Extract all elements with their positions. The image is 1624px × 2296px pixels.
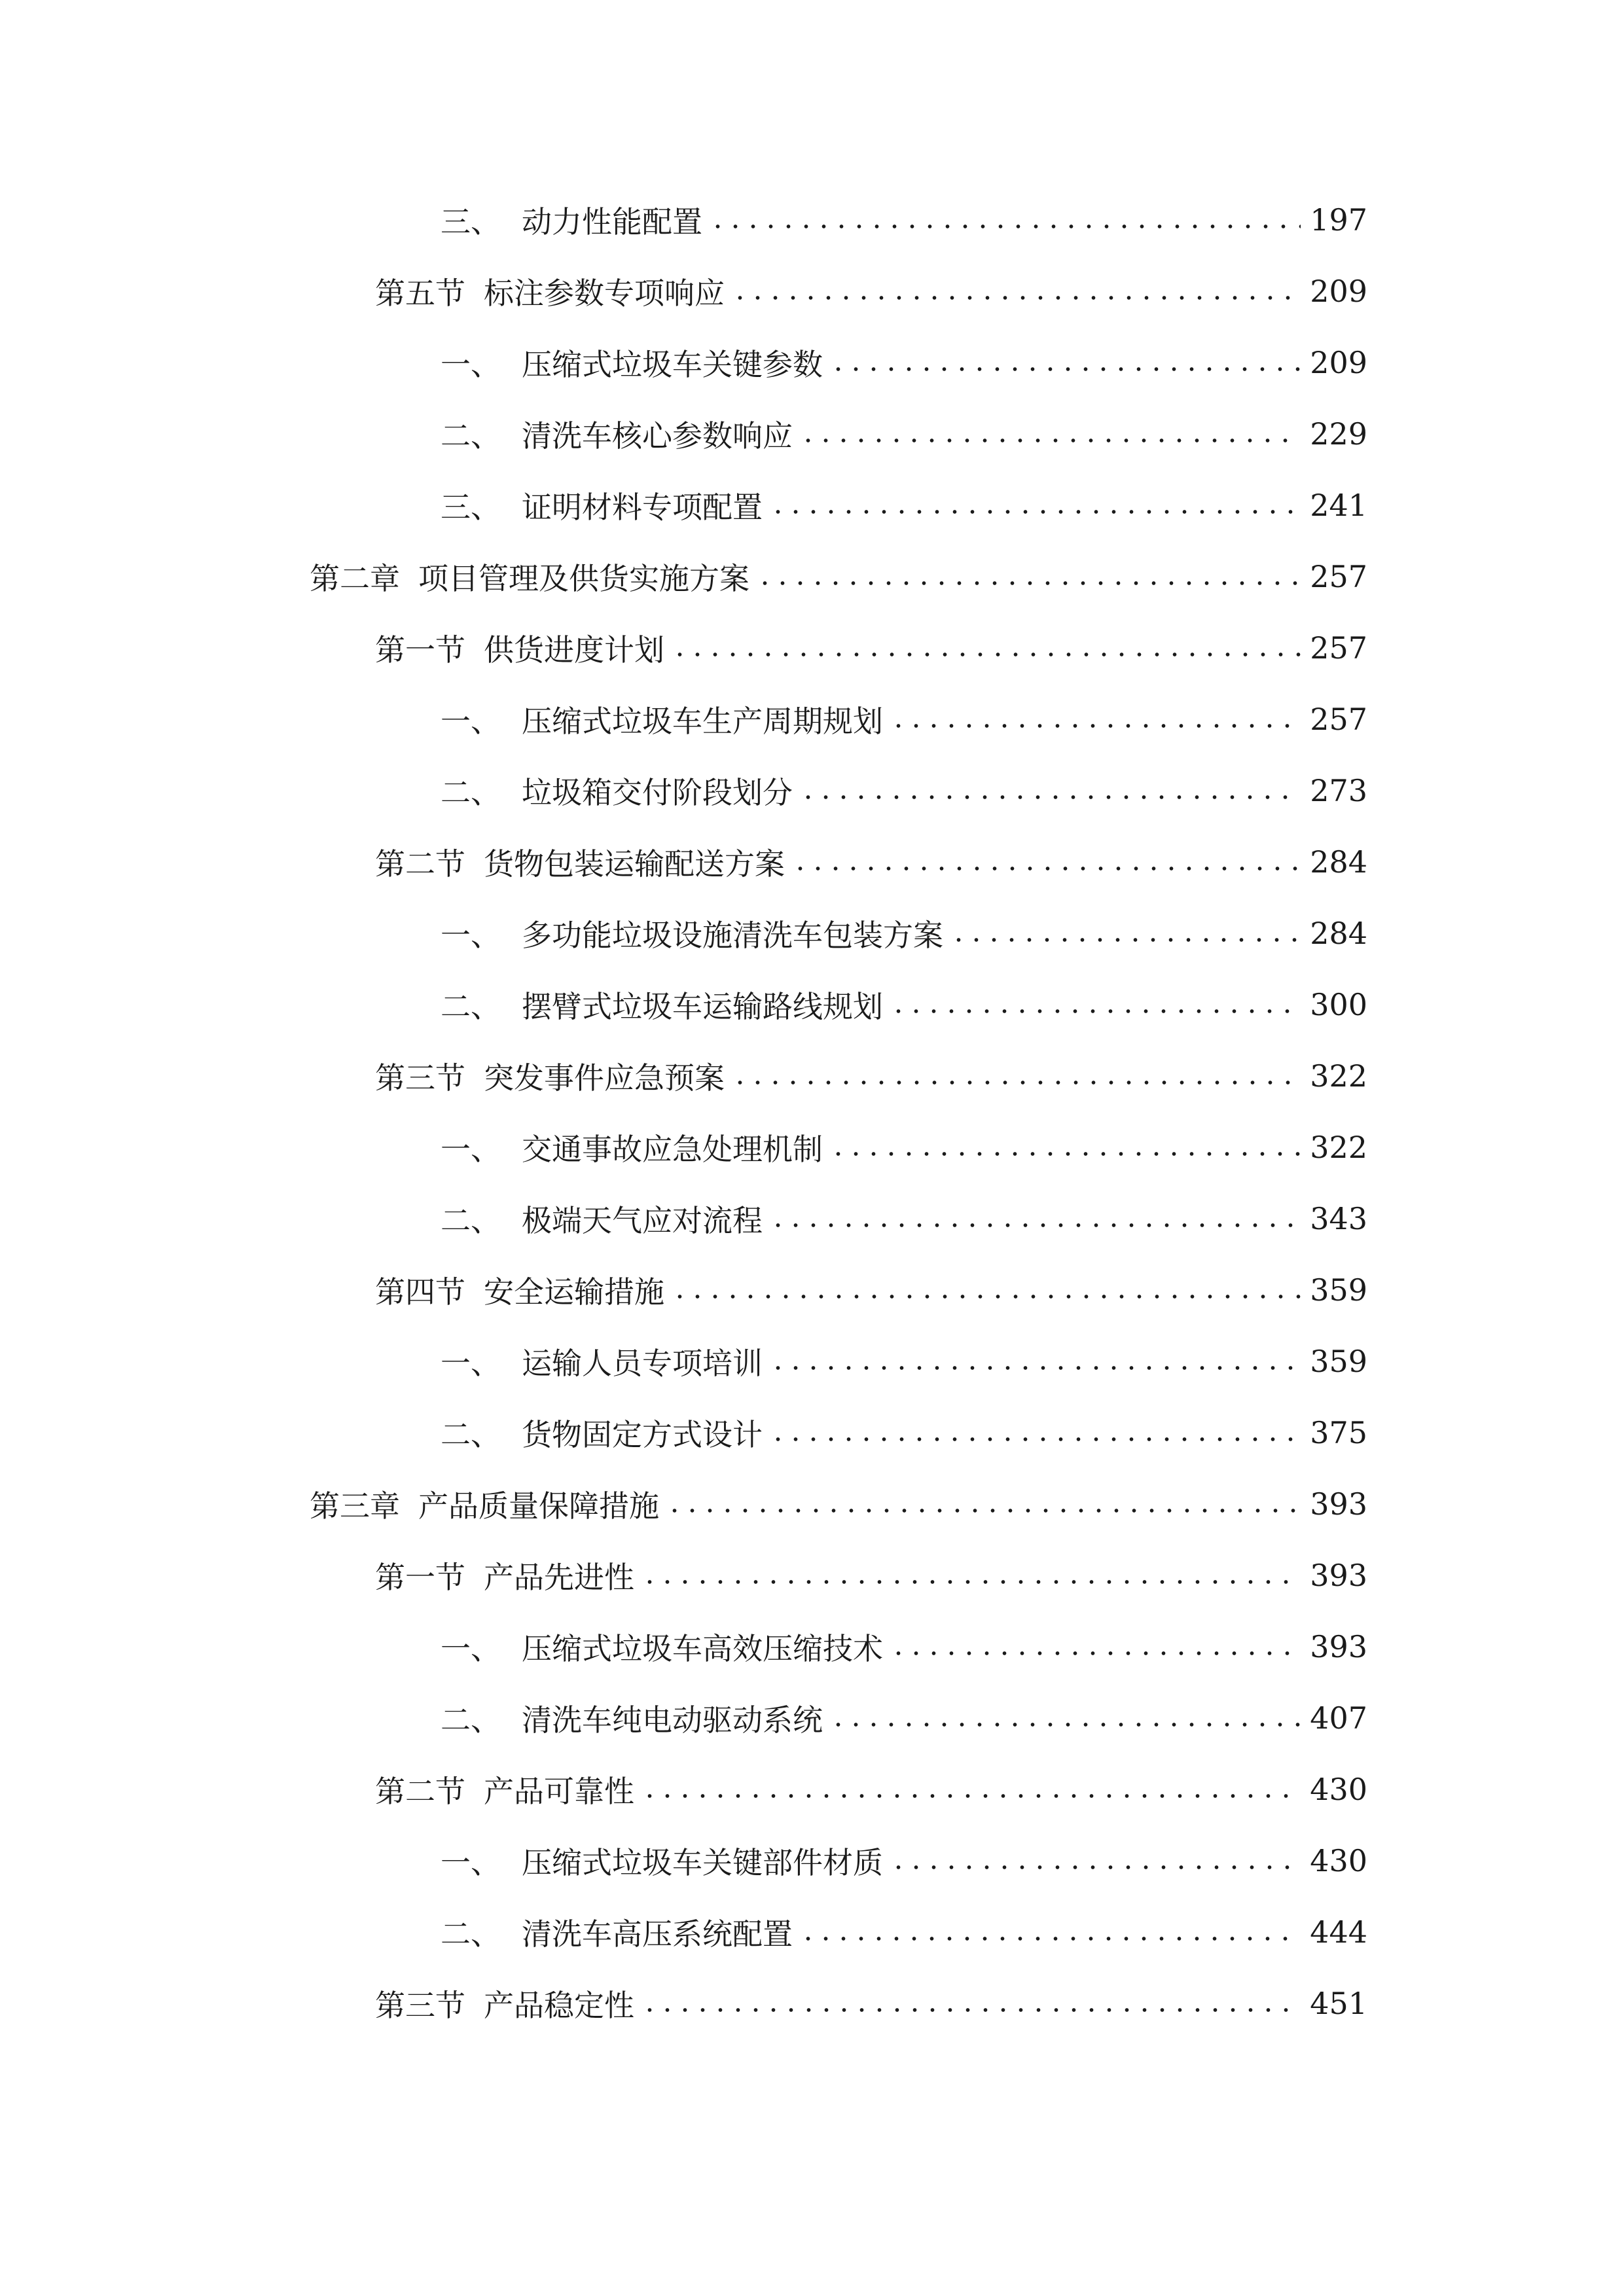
toc-entry-title: 摆臂式垃圾车运输路线规划 xyxy=(522,989,883,1024)
toc-entry-number: 一、 xyxy=(441,918,501,953)
dot-leader xyxy=(799,1937,1301,1941)
toc-entry-title: 交通事故应急处理机制 xyxy=(522,1132,823,1167)
toc-entry-title: 运输人员专项培训 xyxy=(522,1346,763,1381)
toc-entry-title: 安全运输措施 xyxy=(484,1274,664,1310)
toc-entry-page: 451 xyxy=(1310,1986,1367,2021)
toc-entry-number: 第四节 xyxy=(375,1274,465,1310)
toc-entry-page: 273 xyxy=(1310,773,1367,808)
toc-entry-number: 二、 xyxy=(441,1916,501,1952)
dot-leader xyxy=(756,581,1301,585)
dot-leader xyxy=(890,1865,1301,1869)
toc-entry-number: 第一节 xyxy=(375,1560,465,1595)
toc-entry-page: 393 xyxy=(1310,1558,1367,1593)
dot-leader xyxy=(641,1794,1301,1798)
toc-entry[interactable] xyxy=(441,404,1367,463)
toc-entry-title: 货物包装运输配送方案 xyxy=(484,846,785,882)
dot-leader xyxy=(769,510,1301,514)
toc-entry-title: 项目管理及供货实施方案 xyxy=(418,561,749,596)
toc-entry-number: 一、 xyxy=(441,1631,501,1666)
toc-entry-number: 第五节 xyxy=(375,276,465,311)
toc-entry[interactable] xyxy=(441,1617,1367,1676)
toc-entry[interactable] xyxy=(375,1760,1367,1819)
dot-leader xyxy=(671,1295,1301,1299)
toc-entry-page: 444 xyxy=(1310,1914,1367,1950)
dot-leader xyxy=(641,2008,1301,2012)
toc-entry-title: 产品先进性 xyxy=(484,1560,634,1595)
toc-entry-number: 一、 xyxy=(441,704,501,739)
toc-entry-number: 一、 xyxy=(441,1845,501,1880)
toc-entry-page: 407 xyxy=(1310,1700,1367,1736)
toc-entry[interactable] xyxy=(441,761,1367,820)
toc-entry-title: 产品稳定性 xyxy=(484,1988,634,2023)
toc-entry-number: 第三节 xyxy=(375,1988,465,2023)
dot-leader xyxy=(641,1580,1301,1584)
toc-entry[interactable] xyxy=(441,1189,1367,1248)
dot-leader xyxy=(791,867,1301,870)
dot-leader xyxy=(890,724,1301,728)
dot-leader xyxy=(890,1009,1301,1013)
toc-entry-title: 压缩式垃圾车生产周期规划 xyxy=(522,704,883,739)
toc-entry[interactable] xyxy=(375,833,1367,891)
dot-leader xyxy=(799,439,1301,442)
dot-leader xyxy=(769,1437,1301,1441)
toc-entry-page: 393 xyxy=(1310,1486,1367,1522)
toc-entry-page: 229 xyxy=(1310,416,1367,452)
toc-entry-number: 第三节 xyxy=(375,1060,465,1096)
toc-entry-title: 极端天气应对流程 xyxy=(522,1203,763,1238)
toc-entry[interactable] xyxy=(441,476,1367,535)
toc-entry-title: 标注参数专项响应 xyxy=(484,276,725,311)
toc-entry-title: 动力性能配置 xyxy=(522,204,702,240)
dot-leader xyxy=(769,1223,1301,1227)
toc-entry[interactable] xyxy=(375,619,1367,677)
toc-entry-title: 压缩式垃圾车高效压缩技术 xyxy=(522,1631,883,1666)
toc-entry-page: 257 xyxy=(1310,702,1367,737)
toc-entry-number: 一、 xyxy=(441,1132,501,1167)
toc-entry-number: 二、 xyxy=(441,1702,501,1738)
toc-entry-page: 322 xyxy=(1310,1058,1367,1094)
toc-entry-number: 一、 xyxy=(441,347,501,382)
toc-entry-number: 一、 xyxy=(441,1346,501,1381)
dot-leader xyxy=(829,367,1301,371)
toc-entry-number: 第二节 xyxy=(375,846,465,882)
toc-entry-page: 241 xyxy=(1310,488,1367,523)
toc-entry[interactable] xyxy=(441,904,1367,963)
toc-entry-page: 322 xyxy=(1310,1130,1367,1165)
toc-entry-title: 清洗车核心参数响应 xyxy=(522,418,793,454)
toc-entry[interactable] xyxy=(310,547,1367,606)
toc-entry-number: 二、 xyxy=(441,1203,501,1238)
dot-leader xyxy=(829,1152,1301,1156)
toc-entry[interactable] xyxy=(441,1332,1367,1391)
toc-entry[interactable] xyxy=(441,1689,1367,1748)
toc-entry-title: 产品质量保障措施 xyxy=(418,1488,659,1524)
toc-entry-title: 垃圾箱交付阶段划分 xyxy=(522,775,793,810)
toc-entry-title: 产品可靠性 xyxy=(484,1774,634,1809)
toc-entry[interactable] xyxy=(441,975,1367,1034)
toc-entry-number: 第一节 xyxy=(375,632,465,668)
toc-entry-title: 压缩式垃圾车关键部件材质 xyxy=(522,1845,883,1880)
dot-leader xyxy=(829,1723,1301,1727)
toc-entry-number: 二、 xyxy=(441,418,501,454)
toc-entry-title: 压缩式垃圾车关键参数 xyxy=(522,347,823,382)
dot-leader xyxy=(671,653,1301,656)
toc-entry-number: 第二章 xyxy=(310,561,400,596)
toc-entry-page: 359 xyxy=(1310,1272,1367,1308)
toc-entry-title: 清洗车纯电动驱动系统 xyxy=(522,1702,823,1738)
toc-entry[interactable] xyxy=(441,1118,1367,1177)
dot-leader xyxy=(769,1366,1301,1370)
toc-entry-number: 第二节 xyxy=(375,1774,465,1809)
toc-entry-page: 375 xyxy=(1310,1415,1367,1450)
toc-entry-title: 货物固定方式设计 xyxy=(522,1417,763,1452)
dot-leader xyxy=(731,296,1301,300)
toc-entry-page: 209 xyxy=(1310,345,1367,380)
toc-entry-page: 430 xyxy=(1310,1772,1367,1807)
toc-entry-number: 二、 xyxy=(441,775,501,810)
toc-entry-title: 供货进度计划 xyxy=(484,632,664,668)
toc-entry-title: 多功能垃圾设施清洗车包装方案 xyxy=(522,918,943,953)
toc-entry[interactable] xyxy=(441,1831,1367,1890)
toc-entry-number: 二、 xyxy=(441,1417,501,1452)
toc-entry[interactable] xyxy=(375,1974,1367,2033)
toc-entry-page: 343 xyxy=(1310,1201,1367,1236)
toc-entry-title: 证明材料专项配置 xyxy=(522,490,763,525)
dot-leader xyxy=(666,1509,1301,1513)
toc-entry-title: 突发事件应急预案 xyxy=(484,1060,725,1096)
toc-entry[interactable] xyxy=(375,1261,1367,1319)
dot-leader xyxy=(890,1651,1301,1655)
dot-leader xyxy=(731,1081,1301,1085)
toc-entry[interactable] xyxy=(375,262,1367,321)
toc-entry[interactable] xyxy=(441,190,1367,249)
toc-entry-number: 二、 xyxy=(441,989,501,1024)
toc-entry-page: 284 xyxy=(1310,916,1367,951)
toc-entry[interactable] xyxy=(441,1403,1367,1462)
dot-leader xyxy=(799,795,1301,799)
toc-entry-page: 430 xyxy=(1310,1843,1367,1878)
toc-entry-page: 393 xyxy=(1310,1629,1367,1664)
dot-leader xyxy=(709,224,1301,228)
toc-entry[interactable] xyxy=(441,1903,1367,1962)
toc-entry-title: 清洗车高压系统配置 xyxy=(522,1916,793,1952)
toc-entry[interactable] xyxy=(310,1475,1367,1534)
toc-entry-number: 第三章 xyxy=(310,1488,400,1524)
toc-entry-number: 三、 xyxy=(441,204,501,240)
toc-entry-page: 300 xyxy=(1310,987,1367,1022)
toc-entry-page: 257 xyxy=(1310,559,1367,594)
dot-leader xyxy=(950,938,1301,942)
toc-entry-page: 197 xyxy=(1310,202,1367,238)
toc-entry-number: 三、 xyxy=(441,490,501,525)
toc-entry-page: 209 xyxy=(1310,274,1367,309)
toc-entry-page: 359 xyxy=(1310,1344,1367,1379)
toc-entry-page: 257 xyxy=(1310,630,1367,666)
toc-entry-page: 284 xyxy=(1310,844,1367,880)
toc-entry[interactable] xyxy=(441,333,1367,392)
toc-entry[interactable] xyxy=(375,1047,1367,1105)
toc-entry[interactable] xyxy=(441,690,1367,749)
toc-entry[interactable] xyxy=(375,1546,1367,1605)
